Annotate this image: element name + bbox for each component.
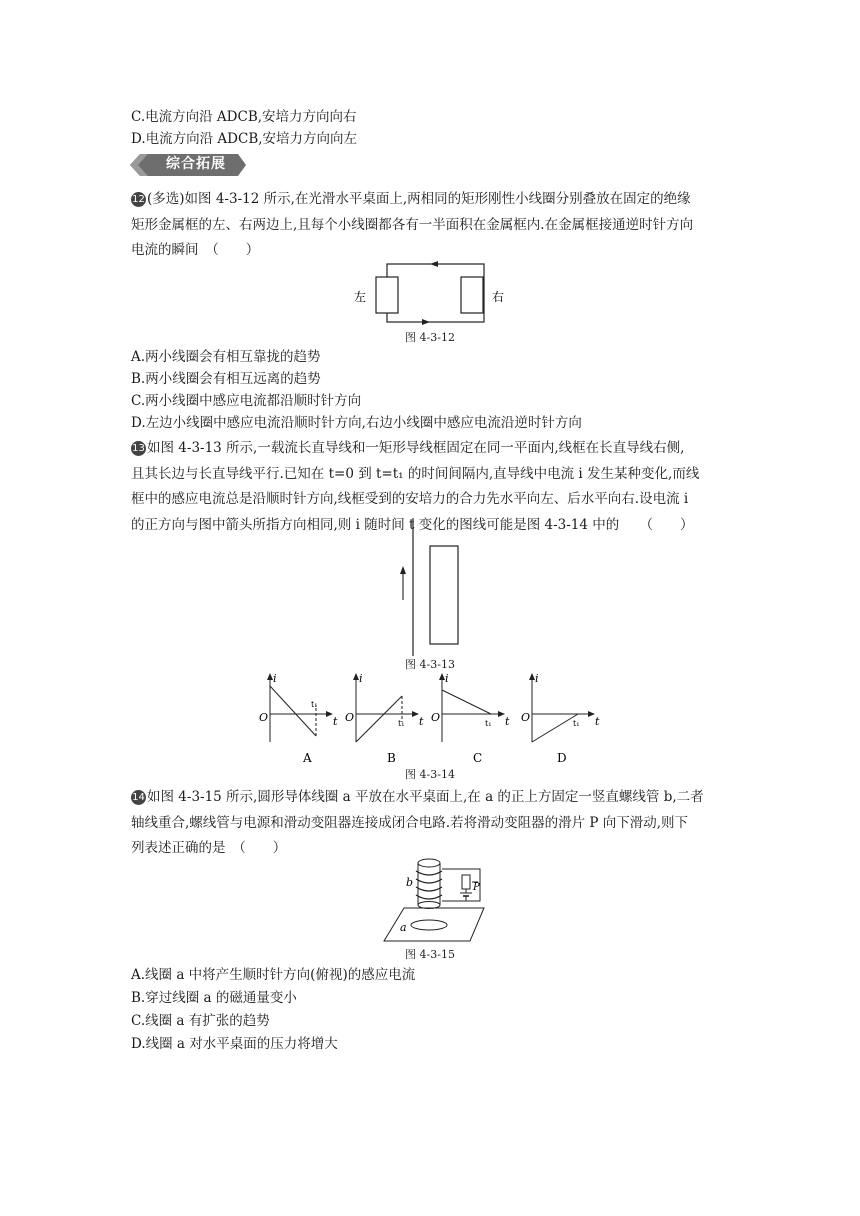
prev-option-d: D.电流方向沿 ADCB,安培力方向向左 bbox=[131, 131, 358, 147]
graph-c-letter: C bbox=[473, 751, 483, 765]
graph-b-x-label: t bbox=[419, 715, 424, 728]
section-banner bbox=[128, 152, 248, 178]
fig12-left-label: 左 bbox=[354, 290, 367, 304]
q12-text-line3: 电流的瞬间 （ ） bbox=[131, 242, 260, 258]
q12-option-a: A.两小线圈会有相互靠拢的趋势 bbox=[131, 349, 321, 365]
q13-text-line4: 的正方向与图中箭头所指方向相同,则 i 随时间 t 变化的图线可能是图 4-3-14 中的 （ ） bbox=[131, 516, 694, 533]
figure-caption: 图 4-3-12 bbox=[405, 331, 455, 344]
graph-d-t1: t₁ bbox=[573, 719, 580, 728]
q14-text-line1: 如图 4-3-15 所示,圆形导体线圈 a 平放在水平桌面上,在 a 的正上方固定一竖直螺线管 b,二者 bbox=[147, 789, 704, 805]
q14-text-line2: 轴线重合,螺线管与电源和滑动变阻器连接成闭合电路.若将滑动变阻器的滑片 P 向下滑动,则下 bbox=[131, 814, 689, 831]
q12-option-c: C.两小线圈中感应电流都沿顺时针方向 bbox=[131, 393, 362, 409]
figure-caption: 图 4-3-14 bbox=[405, 768, 455, 781]
graph-a-x-label: t bbox=[333, 715, 338, 728]
fig15-label-p: P bbox=[473, 882, 480, 893]
graph-d-letter: D bbox=[557, 751, 567, 765]
graph-b-origin: O bbox=[345, 711, 355, 724]
graph-c-origin: O bbox=[431, 711, 441, 724]
q14-option-b: B.穿过线圈 a 的磁通量变小 bbox=[131, 990, 297, 1006]
graph-a-t1: t₁ bbox=[311, 700, 318, 709]
graph-a-y-label: i bbox=[273, 672, 277, 685]
q13-text-line2: 且其长边与长直导线平行.已知在 t=0 到 t=t₁ 的时间间隔内,直导线中电流 i 发生某种变化,而线 bbox=[131, 465, 700, 482]
q13-text-line1: 如图 4-3-13 所示,一载流长直导线和一矩形导线框固定在同一平面内,线框在长直导线右侧, bbox=[147, 440, 685, 456]
graph-c-y-label: i bbox=[445, 672, 449, 685]
figure-4-3-13 bbox=[390, 518, 470, 658]
graph-c bbox=[431, 672, 510, 765]
q12-option-b: B.两小线圈会有相互远离的趋势 bbox=[131, 371, 321, 387]
q12-text-line1: (多选)如图 4-3-12 所示,在光滑水平桌面上,两相同的矩形刚性小线圈分别叠放在固定的绝缘 bbox=[147, 191, 691, 207]
graph-d-origin: O bbox=[521, 711, 531, 724]
graph-a bbox=[259, 672, 338, 765]
fig12-right-label: 右 bbox=[492, 290, 505, 304]
graph-b-letter: B bbox=[387, 751, 396, 765]
question-number-badge: 12 bbox=[132, 194, 145, 205]
graph-d-x-label: t bbox=[595, 715, 600, 728]
figure-4-3-12 bbox=[350, 256, 520, 330]
q13-text-line3: 框中的感应电流总是沿顺时针方向,线框受到的安培力的合力先水平向左、后水平向右.设电流 i bbox=[131, 491, 689, 507]
graph-c-x-label: t bbox=[505, 715, 510, 728]
q14-option-c: C.线圈 a 有扩张的趋势 bbox=[131, 1013, 270, 1029]
fig15-label-b: b bbox=[406, 876, 414, 889]
question-number-badge: 13 bbox=[132, 443, 145, 454]
graph-d-y-label: i bbox=[535, 672, 539, 685]
question-number-badge: 14 bbox=[132, 792, 145, 803]
figure-caption: 图 4-3-15 bbox=[405, 948, 455, 961]
fig15-label-a: a bbox=[400, 921, 407, 934]
figure-caption: 图 4-3-13 bbox=[405, 658, 455, 671]
graph-a-letter: A bbox=[303, 751, 312, 765]
graph-d bbox=[521, 672, 600, 765]
figure-4-3-15 bbox=[380, 855, 490, 947]
graph-a-origin: O bbox=[259, 711, 269, 724]
graph-c-t1: t₁ bbox=[485, 719, 492, 728]
graph-b-y-label: i bbox=[359, 672, 363, 685]
q14-text-line3: 列表述正确的是 （ ） bbox=[131, 840, 287, 856]
figure-4-3-14 bbox=[255, 670, 615, 770]
graph-b bbox=[345, 672, 424, 765]
section-title: 综合拓展 bbox=[166, 156, 226, 172]
graph-b-t1: t₁ bbox=[398, 719, 405, 728]
question-14 bbox=[131, 785, 737, 862]
q12-text-line2: 矩形金属框的左、右两边上,且每个小线圈都各有一半面积在金属框内.在金属框接通逆时针方向 bbox=[131, 216, 694, 233]
q14-option-a: A.线圈 a 中将产生顺时针方向(俯视)的感应电流 bbox=[131, 967, 416, 983]
question-12 bbox=[131, 187, 737, 264]
prev-option-c: C.电流方向沿 ADCB,安培力方向向右 bbox=[131, 109, 357, 125]
q12-option-d: D.左边小线圈中感应电流沿顺时针方向,右边小线圈中感应电流沿逆时针方向 bbox=[131, 415, 582, 431]
q14-option-d: D.线圈 a 对水平桌面的压力将增大 bbox=[131, 1036, 338, 1052]
